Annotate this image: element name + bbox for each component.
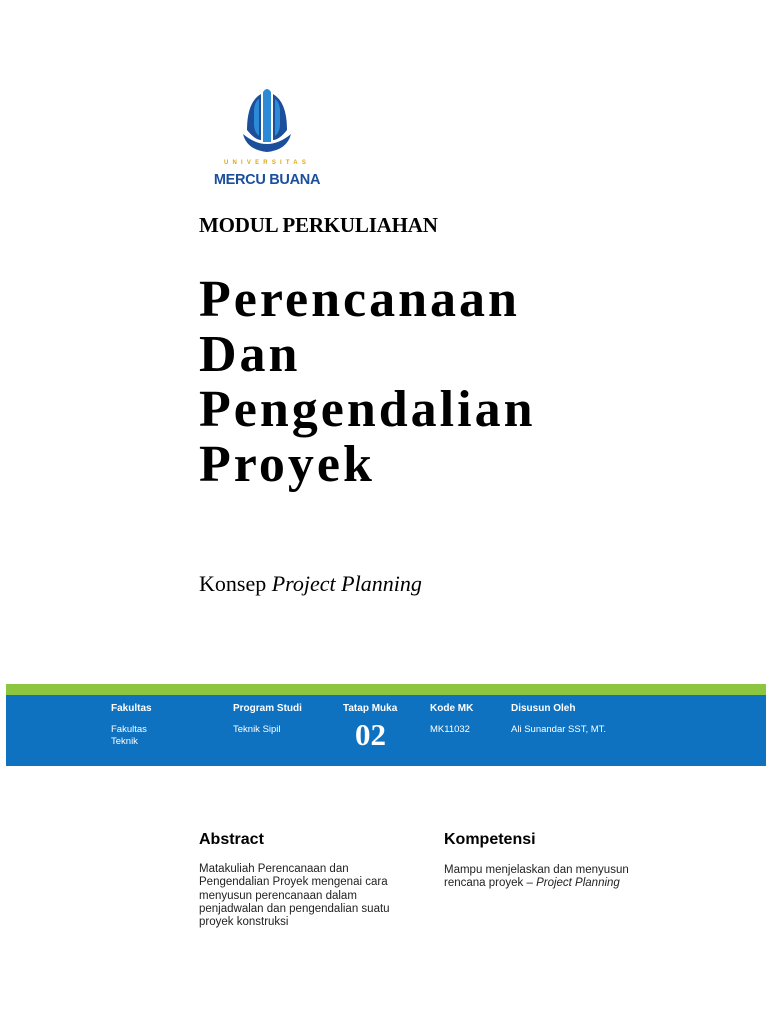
university-logo	[199, 84, 335, 194]
kompetensi-line: Mampu menjelaskan dan menyusun	[444, 864, 629, 876]
tatap-muka-column	[343, 703, 397, 751]
abstract-line: Matakuliah Perencanaan dan	[199, 863, 349, 875]
kompetensi-line-italic: Project Planning	[536, 877, 620, 890]
abstract-heading: Abstract	[199, 831, 264, 848]
abstract-line: menyusun perencanaan dalam	[199, 889, 357, 902]
document-subtitle	[199, 571, 422, 597]
kode-mk-value: MK11032	[430, 724, 470, 735]
kompetensi-heading: Kompetensi	[444, 831, 536, 848]
abstract-line: penjadwalan dan pengendalian suatu	[199, 902, 390, 915]
fakultas-column	[111, 703, 152, 748]
kode-mk-header: Kode MK	[430, 703, 474, 714]
title-line: Pengendalian	[199, 381, 536, 438]
disusun-oleh-header: Disusun Oleh	[511, 703, 576, 714]
program-studi-value: Teknik Sipil	[233, 724, 281, 735]
tatap-muka-value: 02	[355, 717, 386, 752]
kompetensi-line	[444, 877, 684, 890]
disusun-oleh-column	[511, 703, 606, 736]
fakultas-value-line: Teknik	[111, 736, 138, 747]
title-line: Perencanaan	[199, 271, 520, 328]
subtitle-prefix: Konsep	[199, 571, 267, 596]
fakultas-header: Fakultas	[111, 703, 152, 714]
tatap-muka-header: Tatap Muka	[343, 703, 398, 714]
logo-university-name: MERCU BUANA	[213, 172, 321, 188]
document-title	[199, 272, 739, 492]
disusun-oleh-value: Ali Sunandar SST, MT.	[511, 724, 607, 735]
fakultas-value-line: Fakultas	[111, 724, 147, 735]
abstract-body	[199, 863, 429, 929]
abstract-line: Pengendalian Proyek mengenai cara	[199, 876, 388, 889]
module-label: MODUL PERKULIAHAN	[199, 213, 438, 237]
program-studi-header: Program Studi	[233, 703, 302, 714]
kode-mk-column	[430, 703, 473, 736]
title-line: Dan	[199, 326, 301, 383]
kompetensi-line-text: rencana proyek –	[444, 877, 537, 890]
kompetensi-body	[444, 864, 684, 891]
program-studi-column	[233, 703, 302, 736]
abstract-line: proyek konstruksi	[199, 916, 289, 929]
subtitle-italic: Project Planning	[271, 571, 422, 596]
logo-university-label: UNIVERSITAS	[223, 160, 311, 166]
info-band	[6, 695, 766, 766]
green-stripe	[6, 684, 766, 695]
fakultas-value	[111, 724, 152, 748]
logo-emblem-icon	[199, 84, 335, 164]
title-line: Proyek	[199, 436, 375, 493]
